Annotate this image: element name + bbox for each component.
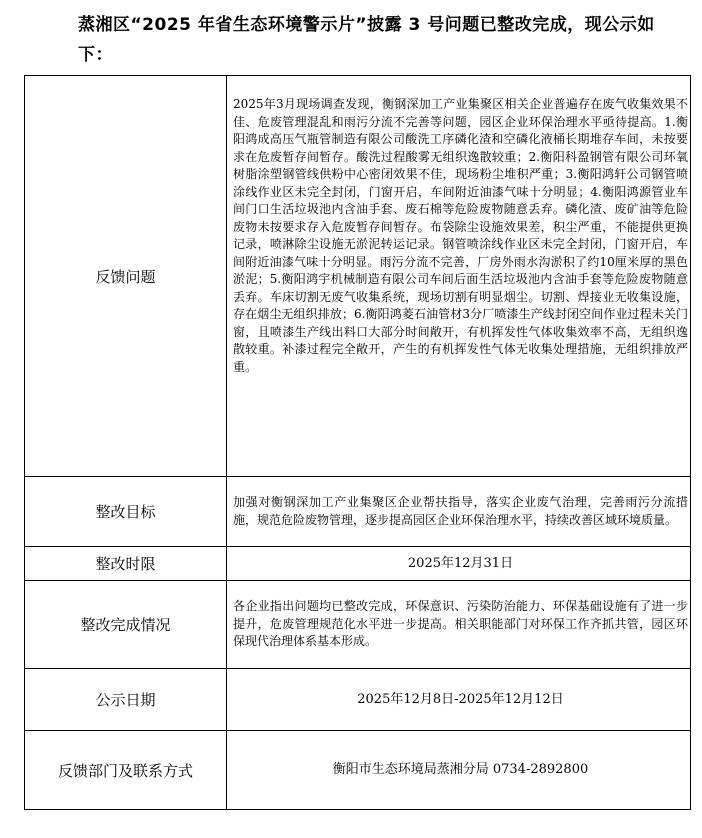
- row-value-feedback-issue: 2025年3月现场调查发现，衡钢深加工产业集聚区相关企业普遍存在废气收集效果不佳、危废管理混乱和雨污分流不完善等问题，园区企业环保治理水平亟待提高。1.衡阳鸿成高压气瓶管制造有限公司酸洗工序磷化渣和空磷化液桶长期堆存车间，未按要求在危废暂存间暂存。酸洗过程酸雾无组织逸散较重；2.衡阳科盈钢管有限公司环氧树脂涂塑钢管线供粉中心密闭效果不佳，现场粉尘堆积严重；3.衡阳鸿轩公司钢管喷涂线作业区未完全封闭，门窗开启，车间附近油漆气味十分明显；4.衡阳鸿源管业车间门口生活垃圾池内含油手套、废石棉等危险废物随意丢弃。磷化渣、废矿油等危险废物未按要求存入危废暂存间暂存。布袋除尘设施效果差，积尘严重，不能提供更换记录，喷淋除尘设施无淤泥转运记录。钢管喷涂线作业区未完全封闭，门窗开启，车间附近油漆气味十分明显。雨污分流不完善，厂房外雨水沟淤积了约10厘米厚的黑色淤泥；5.衡阳鸿宇机械制造有限公司车间后面生活垃圾池内含油手套等危险废物随意丢弃。车床切割无废气收集系统，现场切割有明显烟尘。切割、焊接业无收集设施，存在烟尘无组织排放；6.衡阳鸿菱石油管材3分厂喷漆生产线封闭空间作业过程未关门窗，且喷漆生产线出料口大部分时间敞开，有机挥发性气体收集效率不高，无组织逸散较重。补漆过程完全敞开，产生的有机挥发性气体无收集处理措施，无组织排放严重。: [227, 76, 691, 477]
- row-label-publicity-date: 公示日期: [25, 669, 227, 731]
- row-label-feedback-issue: 反馈问题: [25, 76, 227, 477]
- row-label-deadline: 整改时限: [25, 547, 227, 581]
- row-value-completion-status: 各企业指出问题均已整改完成，环保意识、污染防治能力、环保基础设施有了进一步提升，危废管理规范化水平进一步提高。相关职能部门对环保工作齐抓共管，园区环保现代治理体系基本形成。: [227, 581, 691, 669]
- row-value-deadline: 2025年12月31日: [227, 547, 691, 581]
- table-row-deadline: [25, 547, 691, 581]
- table-row-contact: [25, 731, 691, 810]
- row-label-completion-status: 整改完成情况: [25, 581, 227, 669]
- notice-table: [24, 75, 691, 810]
- table-row-feedback-issue: [25, 76, 691, 477]
- row-value-contact: 衡阳市生态环境局蒸湘分局 0734-2892800: [227, 731, 691, 810]
- row-label-contact: 反馈部门及联系方式: [25, 731, 227, 810]
- table-row-rectification-goal: [25, 477, 691, 547]
- page-title: 蒸湘区“2025 年省生态环境警示片”披露 3 号问题已整改完成，现公示如下：: [78, 15, 655, 65]
- table-row-completion-status: [25, 581, 691, 669]
- table-row-publicity-date: [25, 669, 691, 731]
- row-label-rectification-goal: 整改目标: [25, 477, 227, 547]
- row-value-publicity-date: 2025年12月8日-2025年12月12日: [227, 669, 691, 731]
- row-value-rectification-goal: 加强对衡钢深加工产业集聚区企业帮扶指导，落实企业废气治理，完善雨污分流措施，规范危险废物管理，逐步提高园区企业环保治理水平，持续改善区域环境质量。: [227, 477, 691, 547]
